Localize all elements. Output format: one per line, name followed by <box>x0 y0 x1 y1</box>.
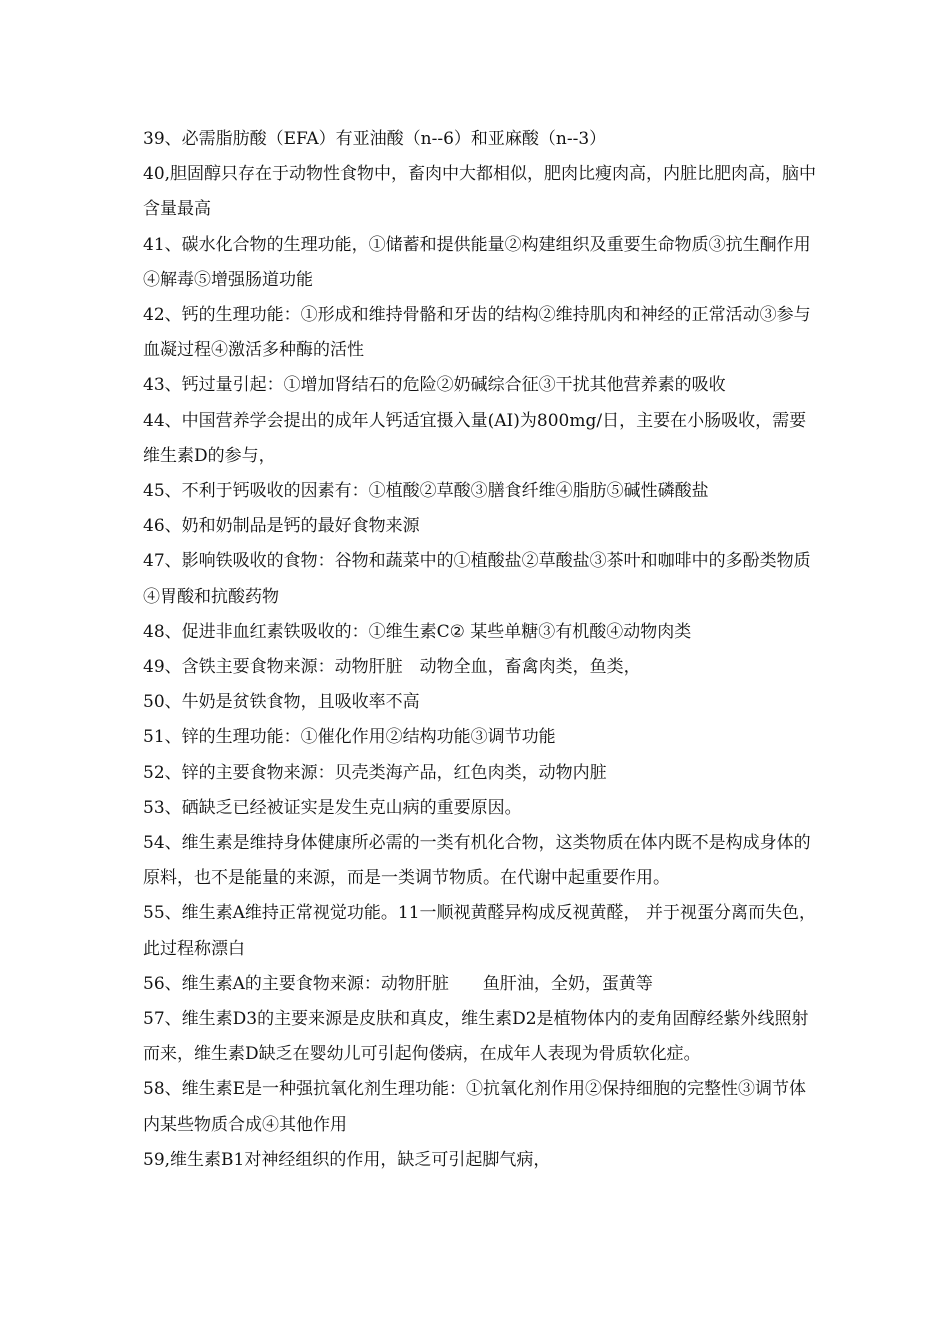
paragraph-50: 50、牛奶是贫铁食物，且吸收率不高 <box>143 692 420 713</box>
paragraph-54: 54、维生素是维持身体健康所必需的一类有机化合物，这类物质在体内既不是构成身体的原料，也不是能量的来源，而是一类调节物质。在代谢中起重要作用。 <box>143 833 811 889</box>
paragraph-48: 48、促进非血红素铁吸收的：①维生素C② 某些单糖③有机酸④动物肉类 <box>143 621 692 642</box>
document-body <box>143 122 823 1178</box>
paragraph-58: 58、维生素E是一种强抗氧化剂生理功能：①抗氧化剂作用②保持细胞的完整性③调节体内某些物质合成④其他作用 <box>143 1079 807 1135</box>
paragraph-52: 52、锌的主要食物来源：贝壳类海产品，红色肉类，动物内脏 <box>143 762 607 783</box>
paragraph-42: 42、钙的生理功能：①形成和维持骨骼和牙齿的结构②维持肌肉和神经的正常活动③参与血凝过程④激活多种酶的活性 <box>143 305 811 361</box>
paragraph-59: 59,维生素B1对神经组织的作用，缺乏可引起脚气病， <box>143 1149 551 1170</box>
paragraph-46: 46、奶和奶制品是钙的最好食物来源 <box>143 516 420 537</box>
paragraph-55: 55、维生素A维持正常视觉功能。11一顺视黄醛异构成反视黄醛， 并于视蛋分离而失色，此过程称漂白 <box>143 903 816 959</box>
paragraph-56: 56、维生素A的主要食物来源：动物肝脏 鱼肝油，全奶，蛋黄等 <box>143 973 653 994</box>
paragraph-49: 49、含铁主要食物来源：动物肝脏 动物全血，畜禽肉类，鱼类， <box>143 657 641 678</box>
paragraph-51: 51、锌的生理功能：①催化作用②结构功能③调节功能 <box>143 727 556 748</box>
paragraph-44: 44、中国营养学会提出的成年人钙适宜摄入量(AI)为800mg/日，主要在小肠吸收，需要维生素D的参与， <box>143 410 807 466</box>
paragraph-53: 53、硒缺乏已经被证实是发生克山病的重要原因。 <box>143 797 522 818</box>
paragraph-39: 39、必需脂肪酸（EFA）有亚油酸（n--6）和亚麻酸（n--3） <box>143 129 607 149</box>
paragraph-40: 40,胆固醇只存在于动物性食物中，畜肉中大都相似，肥肉比瘦肉高，内脏比肥肉高，脑中含量最高 <box>143 164 817 220</box>
paragraph-57: 57、维生素D3的主要来源是皮肤和真皮，维生素D2是植物体内的麦角固醇经紫外线照射而来，维生素D缺乏在婴幼儿可引起佝偻病，在成年人表现为骨质软化症。 <box>143 1009 809 1065</box>
paragraph-41: 41、碳水化合物的生理功能，①储蓄和提供能量②构建组织及重要生命物质③抗生酮作用④解毒⑤增强肠道功能 <box>143 234 811 290</box>
paragraph-43: 43、钙过量引起：①增加肾结石的危险②奶碱综合征③干扰其他营养素的吸收 <box>143 375 726 396</box>
paragraph-45: 45、不利于钙吸收的因素有：①植酸②草酸③膳食纤维④脂肪⑤碱性磷酸盐 <box>143 481 709 502</box>
paragraph-47: 47、影响铁吸收的食物：谷物和蔬菜中的①植酸盐②草酸盐③茶叶和咖啡中的多酚类物质④胃酸和抗酸药物 <box>143 551 811 607</box>
